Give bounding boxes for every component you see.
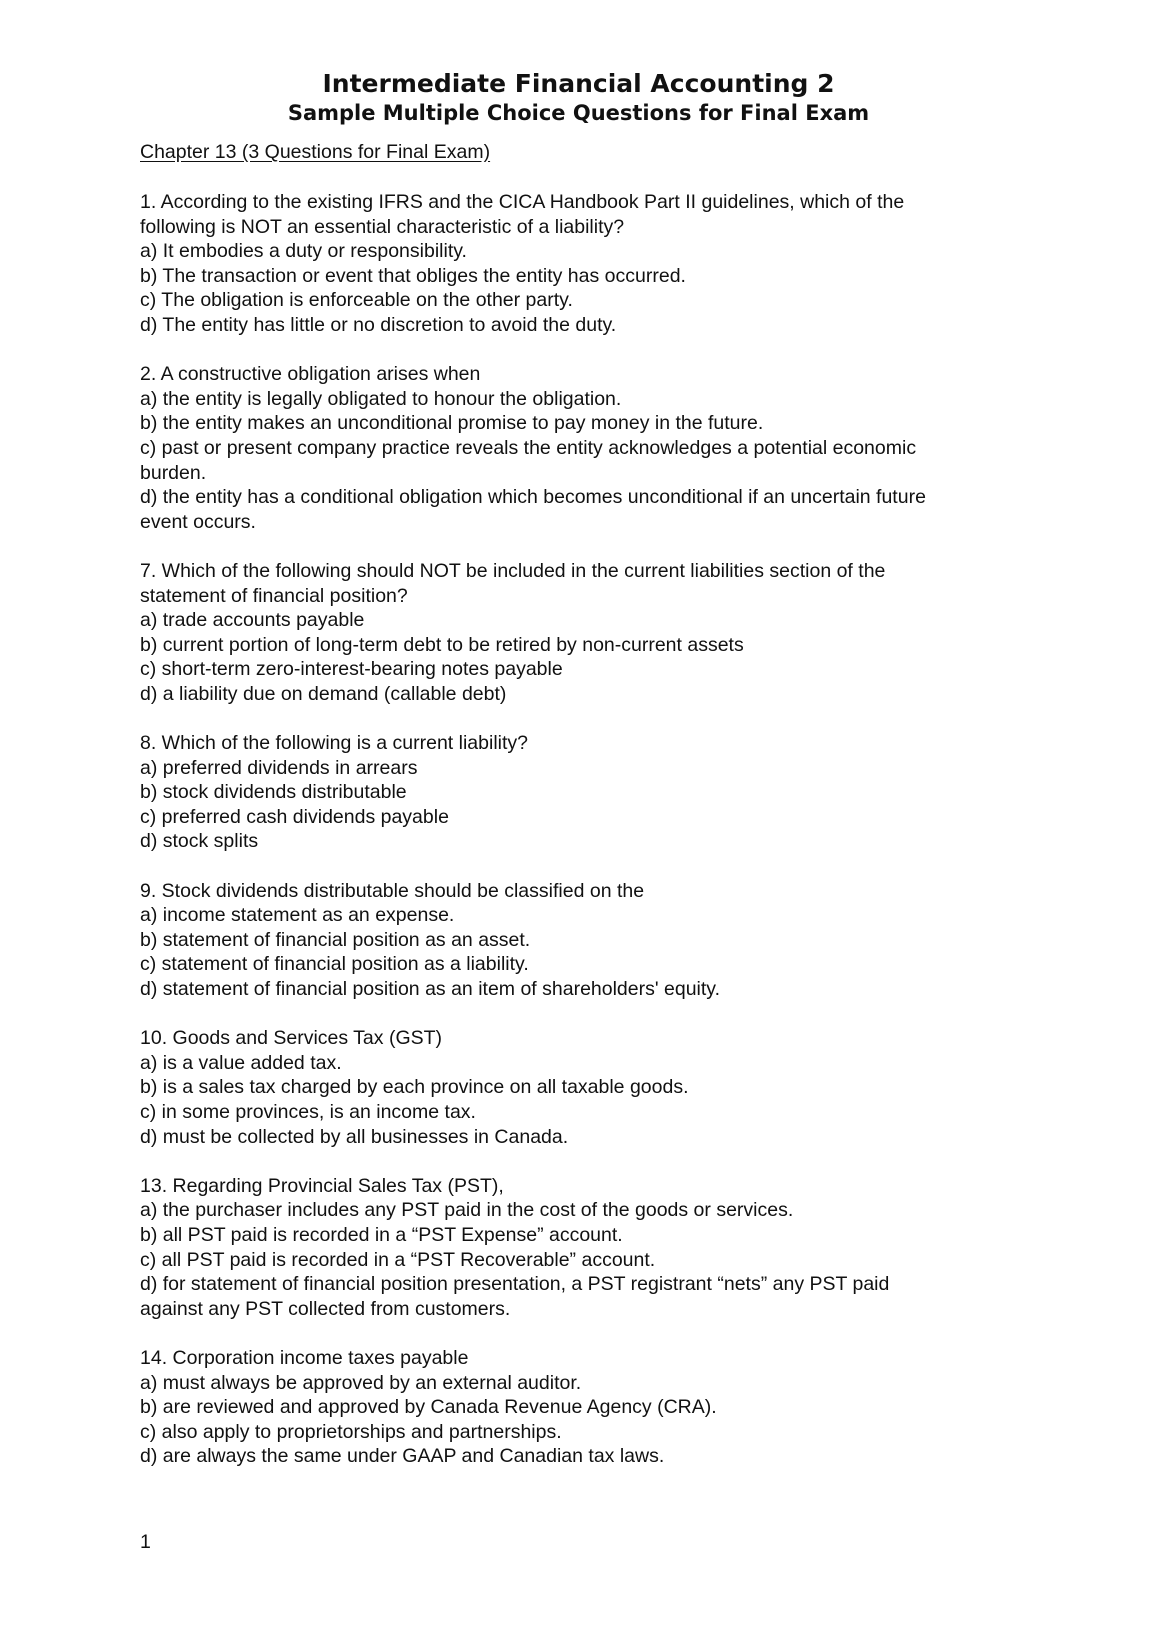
question-text: 1. According to the existing IFRS and the CICA Handbook Part II guidelines, which of the [140, 191, 905, 213]
question-line: c) all PST paid is recorded in a “PST Recoverable” account. [140, 1248, 656, 1271]
question-line: c) The obligation is enforceable on the other party. [140, 289, 573, 312]
question-line: d) for statement of financial position presentation, a PST registrant “nets” any PST paid [140, 1273, 890, 1296]
question-line: b) is a sales tax charged by each province on all taxable goods. [140, 1076, 689, 1099]
question-line: against any PST collected from customers. [140, 1297, 511, 1320]
question-line: b) current portion of long-term debt to be retired by non-current assets [140, 633, 744, 656]
question-block [140, 1346, 1020, 1469]
question-line: b) stock dividends distributable [140, 781, 407, 804]
question-line: d) must be collected by all businesses in Canada. [140, 1125, 569, 1148]
question-line: d) The entity has little or no discretion to avoid the duty. [140, 313, 617, 336]
question-line: c) short-term zero-interest-bearing notes payable [140, 658, 563, 681]
question-line: c) also apply to proprietorships and partnerships. [140, 1420, 562, 1443]
question-text: 7. Which of the following should NOT be included in the current liabilities section of the [140, 559, 886, 582]
question-line: a) income statement as an expense. [140, 904, 455, 927]
question-text: 2. A constructive obligation arises when [140, 363, 481, 386]
question-block [140, 879, 1020, 1002]
question-line: burden. [140, 461, 207, 484]
question-line: b) all PST paid is recorded in a “PST Expense” account. [140, 1223, 623, 1246]
question-text: 9. Stock dividends distributable should be classified on the [140, 879, 645, 902]
question-block [140, 1174, 1020, 1322]
question-line: a) must always be approved by an external auditor. [140, 1371, 582, 1394]
question-block [140, 559, 1020, 707]
question-text: 10. Goods and Services Tax (GST) [140, 1027, 443, 1050]
question-text: 8. Which of the following is a current liability? [140, 732, 529, 755]
question-line: a) It embodies a duty or responsibility. [140, 240, 467, 263]
question-line: b) statement of financial position as an asset. [140, 928, 531, 951]
chapter-heading: Chapter 13 (3 Questions for Final Exam) [140, 141, 491, 163]
question-line: statement of financial position? [140, 584, 408, 607]
question-line: d) a liability due on demand (callable debt) [140, 682, 507, 705]
question-line: b) are reviewed and approved by Canada Revenue Agency (CRA). [140, 1396, 717, 1419]
question-line: a) preferred dividends in arrears [140, 756, 418, 779]
question-line: b) The transaction or event that obliges the entity has occurred. [140, 264, 686, 287]
question-block [140, 190, 1020, 338]
question-block [140, 362, 1020, 534]
question-block [140, 731, 1020, 854]
page-number: 1 [140, 1531, 151, 1553]
question-line: event occurs. [140, 510, 256, 533]
document-title: Intermediate Financial Accounting 2 [322, 69, 835, 98]
question-line: following is NOT an essential characteristic of a liability? [140, 215, 625, 238]
question-line: a) the purchaser includes any PST paid in the cost of the goods or services. [140, 1199, 794, 1222]
question-line: c) statement of financial position as a liability. [140, 953, 529, 976]
question-line: c) preferred cash dividends payable [140, 805, 449, 828]
question-text: 13. Regarding Provincial Sales Tax (PST), [140, 1174, 504, 1197]
question-line: a) trade accounts payable [140, 609, 365, 632]
question-line: d) statement of financial position as an item of shareholders' equity. [140, 978, 721, 1000]
question-line: d) the entity has a conditional obligation which becomes unconditional if an uncertain future [140, 486, 926, 509]
question-block [140, 1026, 1020, 1149]
question-line: a) is a value added tax. [140, 1051, 342, 1074]
question-line: c) past or present company practice reveals the entity acknowledges a potential economic [140, 436, 917, 459]
question-text: 14. Corporation income taxes payable [140, 1346, 469, 1369]
document-subtitle: Sample Multiple Choice Questions for Final Exam [287, 101, 870, 125]
question-line: d) are always the same under GAAP and Canadian tax laws. [140, 1445, 665, 1468]
question-line: b) the entity makes an unconditional promise to pay money in the future. [140, 412, 764, 435]
question-line: d) stock splits [140, 830, 259, 853]
question-line: c) in some provinces, is an income tax. [140, 1100, 476, 1123]
question-line: a) the entity is legally obligated to honour the obligation. [140, 387, 622, 410]
question-list [140, 190, 1020, 1493]
